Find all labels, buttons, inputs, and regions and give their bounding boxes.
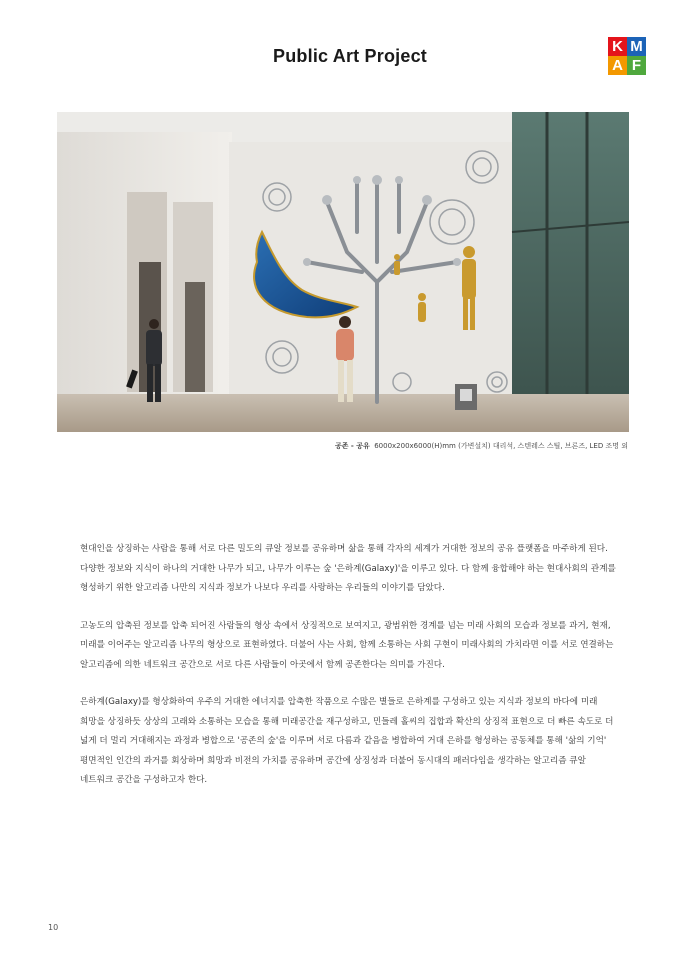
body-text [80, 540, 620, 809]
logo-letter-m: M [627, 37, 646, 56]
paragraph-3: 은하계(Galaxy)를 형상화하여 우주의 거대한 에너지를 압축한 작품으로 수많은 별들로 은하계를 구성하고 있는 지식과 정보의 바다에 미래 희망을 상징하듯 상상의 고래와 소통하는 모습을 통해 미래공간을 재구성하고, 민들레 홀씨의 집합과 확산의 상징적 표현으로 더 빠른 속도로 더 넓게 더 멀리 거대해지는 과정과 병합으로 '공존의 숲'을 이루며 서로 다름과 같음을 병합하여 거대 은하를 형성하는 공동체를 통해 '삶의 기억' 평면적인 인간의 과거를 회상하며 희망과 비전의 가치를 공유하며 공간에 상징성과 더불어 동시대의 패러다임을 생각하는 알고리즘 큐알 네트워크 공간을 구성하고자 한다. [80, 697, 614, 785]
artwork-photo [57, 112, 629, 432]
logo-letter-a: A [608, 56, 627, 75]
lobby-artwork-illustration [57, 112, 629, 432]
page-number: 10 [48, 923, 59, 932]
logo-letter-k: K [608, 37, 627, 56]
page-title: Public Art Project [273, 46, 427, 66]
kmaf-logo [608, 37, 646, 75]
logo-letter-f: F [627, 56, 646, 75]
paragraph-2: 고농도의 압축된 정보를 압축 되어진 사람들의 형상 속에서 상징적으로 보여지고, 광범위한 경계를 넘는 미래 사회의 모습과 정보를 과거, 현재, 미래를 이어주는 알고리즘 나무의 형상으로 표현하였다. 더불어 사는 사회, 함께 소통하는 사회 구현이 미래사회의 가치라면 이를 서로 연결하는 알고리즘에 의한 네트워크 공간으로 서로 다른 사람들이 아곳에서 함께 공존한다는 의미를 가진다. [80, 620, 614, 670]
photo-caption [335, 441, 628, 451]
artwork-title: 공존 - 공유 [334, 442, 370, 450]
paragraph-1: 현대인을 상징하는 사람을 통해 서로 다른 밀도의 큐알 정보를 공유하며 삶을 통해 각자의 세계가 거대한 정보의 공유 플랫폼을 마주하게 된다. 다양한 정보와 지식이 하나의 거대한 나무가 되고, 나무가 이루는 숲 '은하계(Galaxy)'을 이루고 있다. 다 함께 융합해야 하는 현대사회의 관계를 형성하기 위한 알고리즘 나만의 지식과 정보가 나보다 우리를 사랑하는 우리들의 이야기를 담았다. [80, 544, 616, 593]
artwork-details: 6000x200x6000(H)mm (가변설치) 대리석, 스텐레스 스틸, 브론즈, LED 조명 외 [374, 442, 628, 450]
